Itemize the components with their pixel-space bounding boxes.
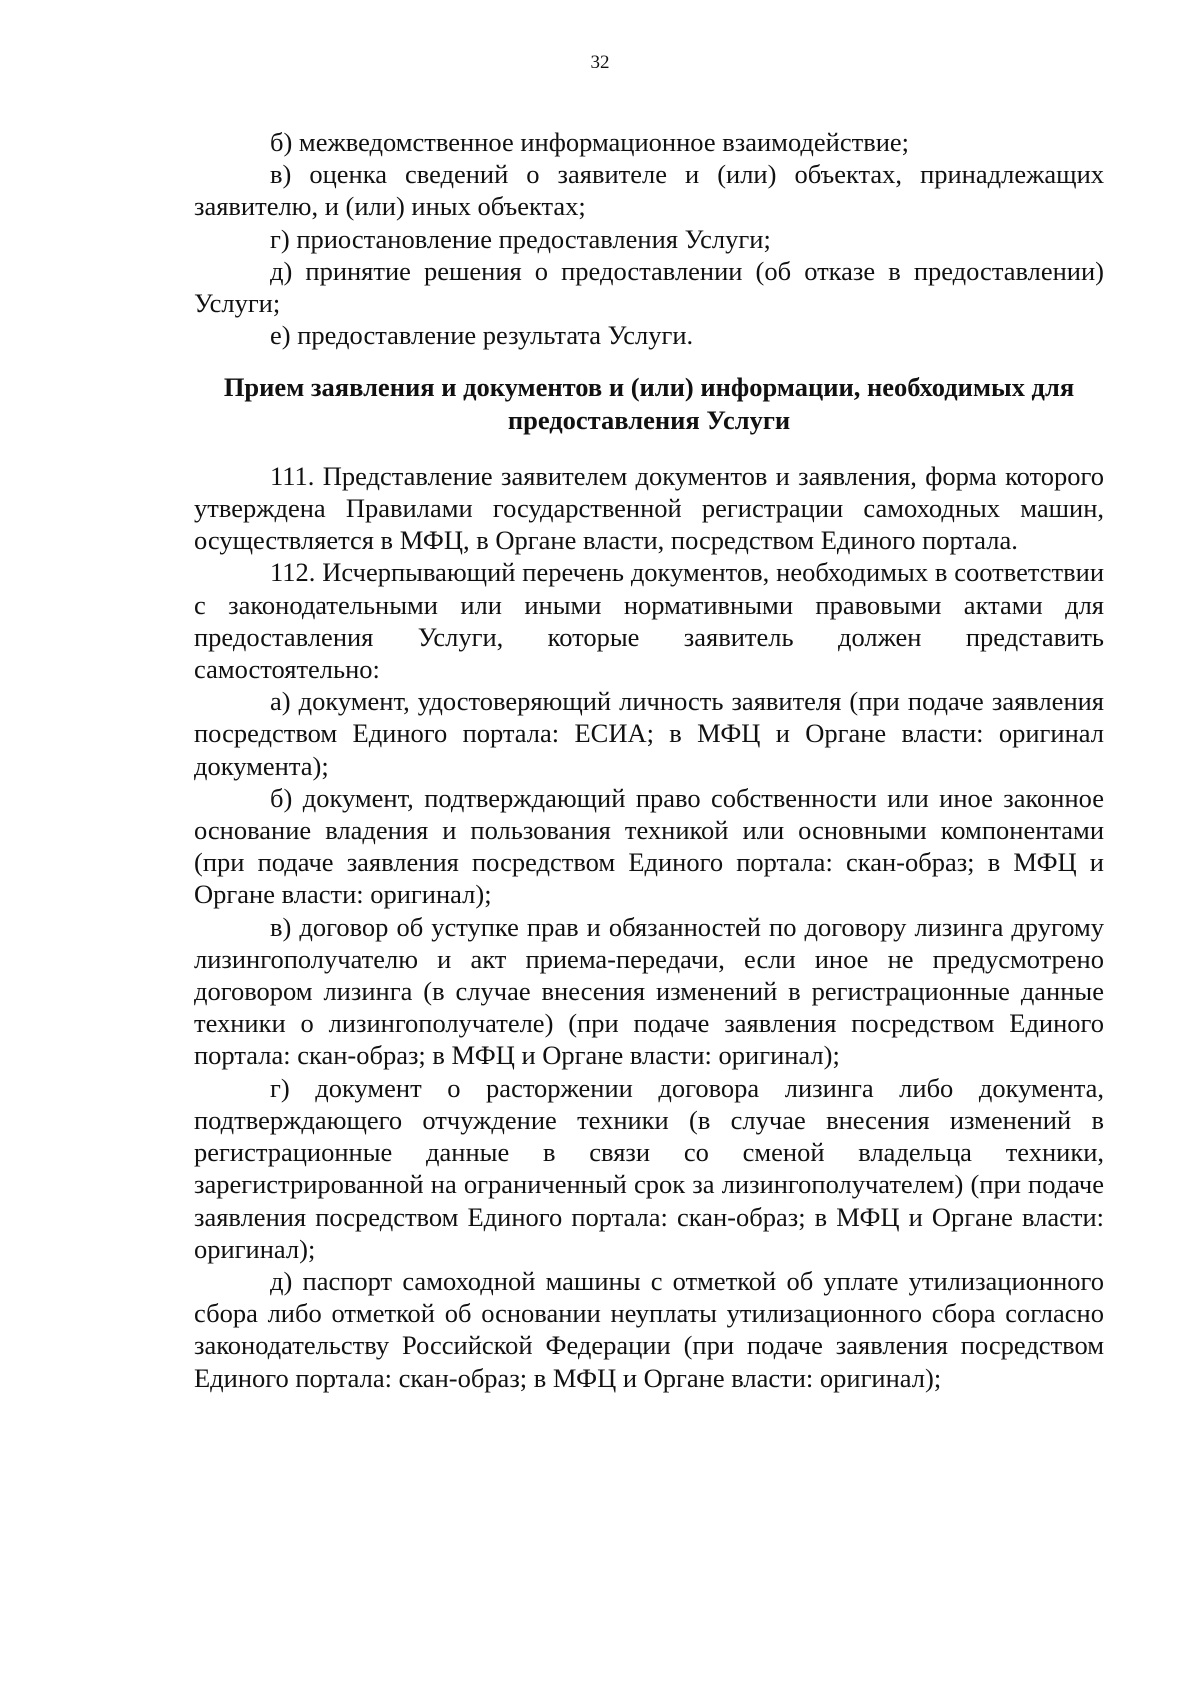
paragraph-112-b: б) документ, подтверждающий право собственности или иное законное основание владения и пользования техникой или основными компонентами (при подаче заявления посредством Единого портала: скан-образ; в МФЦ и Органе власти: оригинал); [194, 782, 1104, 910]
paragraph-112-g: г) документ о расторжении договора лизинга либо документа, подтверждающего отчуждение техники (в случае внесения изменений в регистрационные данные в связи со сменой владельца техники, зарегистрированной на ограниченный срок за лизингополучателем) (при подаче заявления посредством Единого портала: скан-образ; в МФЦ и Органе власти: оригинал); [194, 1072, 1104, 1264]
section-heading-line-1: Прием заявления и документов и (или) информации, необходимых для [223, 372, 1075, 403]
paragraph-112-a: а) документ, удостоверяющий личность заявителя (при подаче заявления посредством Единого портала: ЕСИА; в МФЦ и Органе власти: оригинал документа); [194, 686, 1104, 781]
section-heading-line-2: предоставления Услуги [507, 404, 791, 435]
list-item: д) принятие решения о предоставлении (об отказе в предоставлении) Услуги; [194, 255, 1104, 319]
paragraph-112: 112. Исчерпывающий перечень документов, необходимых в соответствии с законодательными или иными нормативными правовыми актами для предоставления Услуги, которые заявитель должен представить самостоятельно: [194, 557, 1104, 685]
document-body [194, 126, 1104, 1394]
paragraph-112-d: д) паспорт самоходной машины с отметкой об уплате утилизационного сбора либо отметкой об основании неуплаты утилизационного сбора согласно законодательству Российской Федерации (при подаче заявления посредством Единого портала: скан-образ; в МФЦ и Органе власти: оригинал); [194, 1265, 1104, 1393]
list-item: в) оценка сведений о заявителе и (или) объектах, принадлежащих заявителю, и (или) иных объектах; [194, 159, 1104, 222]
section-heading [194, 371, 1104, 435]
page-number: 32 [590, 52, 610, 73]
list-item: г) приостановление предоставления Услуги; [270, 223, 771, 254]
list-item: е) предоставление результата Услуги. [270, 320, 694, 351]
list-item: б) межведомственное информационное взаимодействие; [270, 127, 910, 157]
paragraph-111: 111. Представление заявителем документов и заявления, форма которого утверждена Правилами государственной регистрации самоходных машин, осуществляется в МФЦ, в Органе власти, посредством Единого портала. [194, 460, 1104, 556]
paragraph-112-v: в) договор об уступке прав и обязанностей по договору лизинга другому лизингополучателю и акт приема-передачи, если иное не предусмотрено договором лизинга (в случае внесения изменений в регистрационные данные техники о лизингополучателе) (при подаче заявления посредством Единого портала: скан-образ; в МФЦ и Органе власти: оригинал); [194, 911, 1104, 1071]
